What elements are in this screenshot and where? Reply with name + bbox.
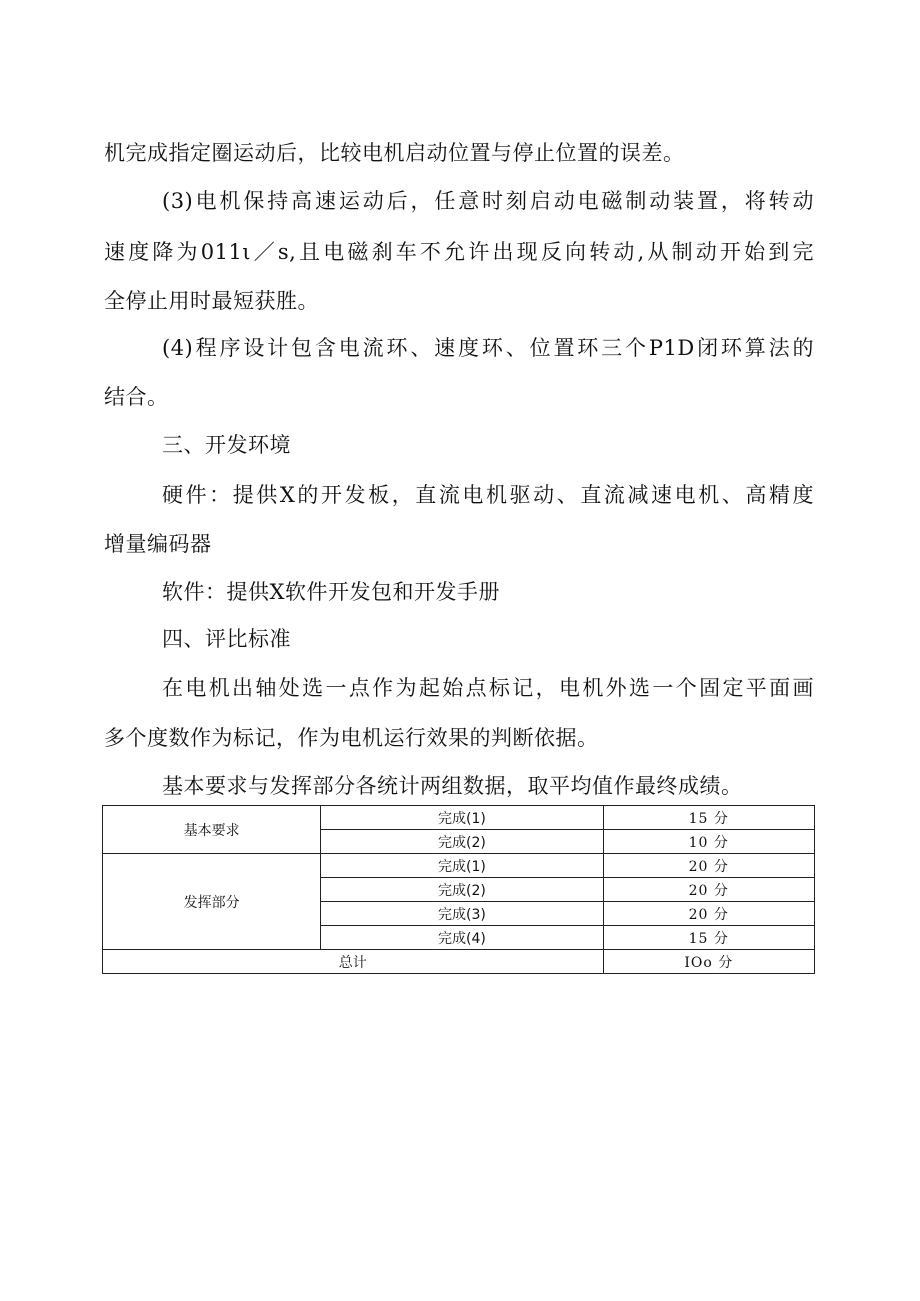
- paragraph-line: 全停止用时最短获胜。: [104, 289, 319, 313]
- total-points-cell: IOo 分: [603, 950, 814, 974]
- item-cell: 完成(1): [321, 806, 603, 830]
- item-cell: 完成(2): [321, 830, 603, 854]
- category-cell: 发挥部分: [103, 854, 321, 950]
- item-cell: 完成(1): [321, 854, 603, 878]
- paragraph-line: 硬件：提供X的开发板，直流电机驱动、直流减速电机、高精度: [162, 483, 814, 507]
- points-cell: 10 分: [603, 830, 814, 854]
- paragraph-line: 增量编码器: [104, 532, 212, 556]
- points-cell: 20 分: [603, 854, 814, 878]
- table-row-total: [103, 950, 815, 974]
- paragraph-line: 基本要求与发挥部分各统计两组数据，取平均值作最终成绩。: [162, 774, 743, 798]
- points-cell: 15 分: [603, 926, 814, 950]
- paragraph-line: (3)电机保持高速运动后，任意时刻启动电磁制动装置，将转动: [162, 189, 814, 213]
- item-cell: 完成(3): [321, 902, 603, 926]
- item-cell: 完成(4): [321, 926, 603, 950]
- paragraph-line: 结合。: [104, 385, 169, 409]
- paragraph-line: (4)程序设计包含电流环、速度环、位置环三个P1D闭环算法的: [162, 336, 814, 360]
- section-heading: 三、开发环境: [162, 433, 291, 457]
- paragraph-line: 机完成指定圈运动后，比较电机启动位置与停止位置的误差。: [104, 141, 685, 165]
- paragraph-line: 在电机出轴处选一点作为起始点标记，电机外选一个固定平面画: [162, 676, 814, 700]
- points-cell: 15 分: [603, 806, 814, 830]
- points-cell: 20 分: [603, 878, 814, 902]
- item-cell: 完成(2): [321, 878, 603, 902]
- score-table: [102, 805, 815, 974]
- category-cell: 基本要求: [103, 806, 321, 854]
- paragraph-line: 多个度数作为标记，作为电机运行效果的判断依据。: [104, 726, 599, 750]
- paragraph-line: 速度降为011ι／s,且电磁刹车不允许出现反向转动,从制动开始到完: [104, 240, 814, 264]
- total-label-cell: 总计: [103, 950, 604, 974]
- points-cell: 20 分: [603, 902, 814, 926]
- table-row: [103, 854, 815, 878]
- table-row: [103, 806, 815, 830]
- section-heading: 四、评比标准: [162, 627, 291, 651]
- paragraph-line: 软件：提供X软件开发包和开发手册: [162, 580, 500, 604]
